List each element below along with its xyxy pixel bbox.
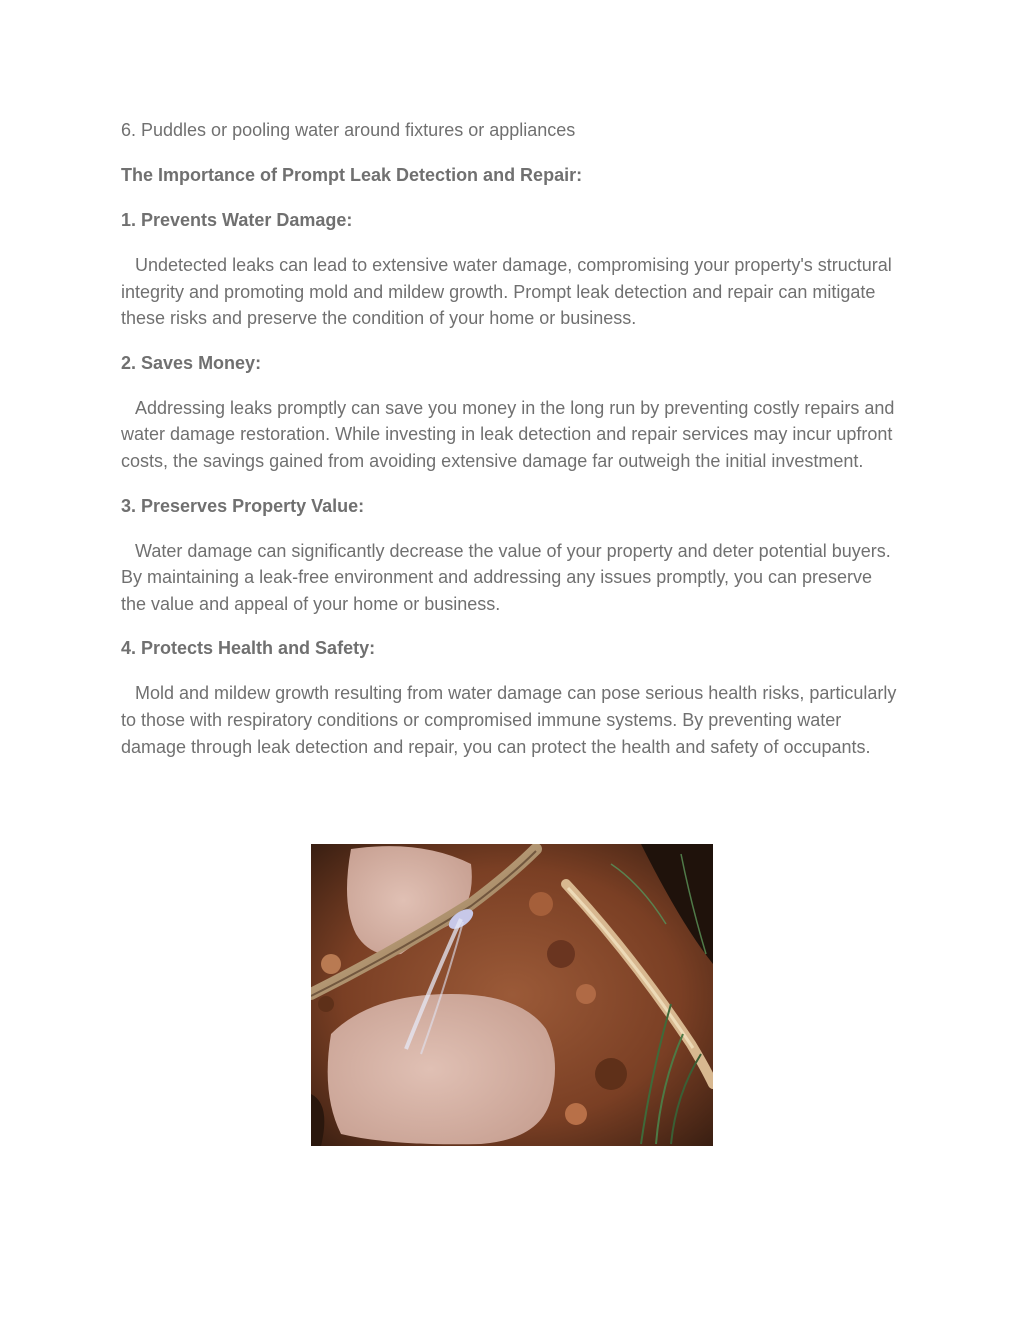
point-heading-saves-money: 2. Saves Money: <box>121 352 262 373</box>
section-heading: The Importance of Prompt Leak Detection and Repair: <box>121 165 583 185</box>
point-body-water-damage: Undetected leaks can lead to extensive water damage, compromising your property's structural integrity and promoting mold and mildew growth. Prompt leak detection and repair can mitigate these risks and preserve the condition of your home or business. <box>121 255 892 329</box>
document-body <box>121 117 901 778</box>
list-item-puddles: 6. Puddles or pooling water around fixtures or appliances <box>121 120 576 140</box>
point-heading-water-damage: 1. Prevents Water Damage: <box>121 210 353 230</box>
point-body-property-value: Water damage can significantly decrease the value of your property and deter potential buyers. By maintaining a leak-free environment and addressing any issues promptly, you can preserve the value and appeal of your home or business. <box>121 540 891 614</box>
point-heading-property-value: 3. Preserves Property Value: <box>121 495 365 516</box>
point-body-health-safety: Mold and mildew growth resulting from water damage can pose serious health risks, particularly to those with respiratory conditions or compromised immune systems. By preventing water damage through leak detection and repair, you can protect the health and safety of occupants. <box>121 683 897 757</box>
point-heading-health-safety: 4. Protects Health and Safety: <box>121 638 376 659</box>
leaking-pipe-photo <box>311 844 713 1146</box>
point-body-saves-money: Addressing leaks promptly can save you money in the long run by preventing costly repairs and water damage restoration. While investing in leak detection and repair services may incur upfront costs, the savings gained from avoiding extensive damage far outweigh the initial investment. <box>121 397 895 471</box>
